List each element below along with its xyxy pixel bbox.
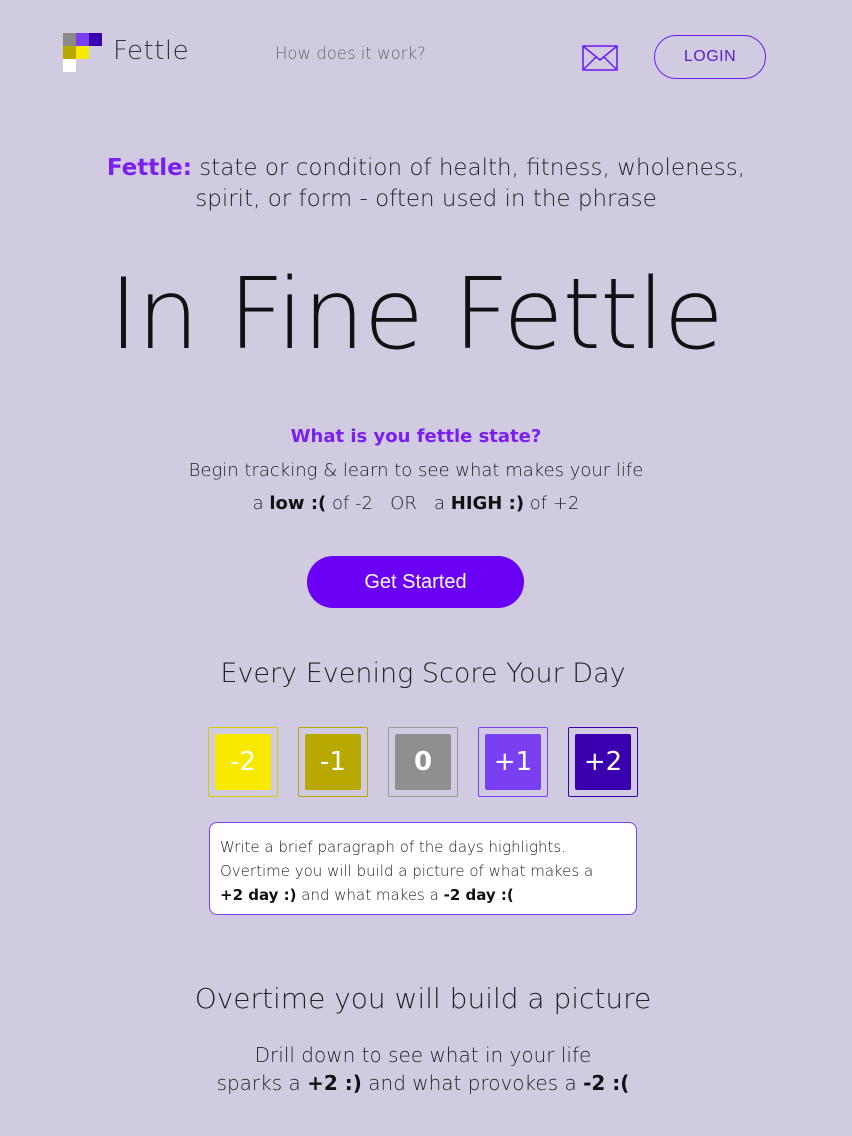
drill-line-2: [0, 1069, 846, 1097]
get-started-button[interactable]: Get Started: [307, 556, 524, 608]
score-option-plus-2[interactable]: [568, 727, 638, 797]
score-picker: [208, 727, 638, 797]
drill-text: sparks a: [216, 1071, 308, 1095]
drill-minus-2: -2 :(: [583, 1071, 630, 1095]
low-label: low :(: [269, 493, 327, 514]
intro-line-1: Begin tracking & learn to see what makes your life: [188, 460, 644, 481]
high-label: HIGH :): [450, 493, 525, 514]
note-line-2: Overtime you will build a picture of what makes a: [220, 862, 594, 880]
note-minus-2-day: -2 day :(: [443, 886, 514, 904]
login-button[interactable]: LOGIN: [654, 35, 766, 79]
intro-line-2: [0, 493, 832, 514]
score-option-minus-2[interactable]: [208, 727, 278, 797]
day-highlights-note: [209, 822, 637, 915]
intro-text: a: [252, 493, 270, 514]
drill-plus-2: +2 :): [307, 1071, 362, 1095]
intro-text: of +2: [524, 493, 580, 514]
note-text: and what makes a: [296, 886, 444, 904]
picture-section-title: Overtime you will build a picture: [194, 982, 652, 1015]
definition-line-1: state or condition of health, fitness, wholeness,: [199, 155, 746, 181]
note-line-1: Write a brief paragraph of the days highlights.: [220, 838, 566, 856]
score-option-minus-1[interactable]: [298, 727, 368, 797]
definition-term: Fettle:: [106, 155, 192, 181]
fettle-logo-icon[interactable]: [63, 33, 103, 73]
definition-text: [60, 153, 792, 215]
envelope-icon[interactable]: [582, 45, 618, 71]
drill-text: and what provokes a: [361, 1071, 584, 1095]
brand-name[interactable]: Fettle: [113, 36, 190, 66]
fettle-state-question: What is you fettle state?: [290, 426, 542, 447]
intro-text: of -2 OR a: [326, 493, 451, 514]
score-value: -2: [215, 734, 271, 790]
hero-title: In Fine Fettle: [109, 258, 723, 372]
how-does-it-work-link[interactable]: How does it work?: [275, 44, 426, 63]
score-option-plus-1[interactable]: [478, 727, 548, 797]
score-value: -1: [305, 734, 361, 790]
score-value: +2: [575, 734, 631, 790]
score-option-0[interactable]: [388, 727, 458, 797]
score-value: 0: [395, 734, 451, 790]
note-plus-2-day: +2 day :): [220, 886, 297, 904]
score-section-title: Every Evening Score Your Day: [220, 658, 626, 689]
score-value: +1: [485, 734, 541, 790]
definition-line-2: spirit, or form - often used in the phrase: [195, 186, 657, 212]
drill-line-1: Drill down to see what in your life: [254, 1043, 592, 1067]
